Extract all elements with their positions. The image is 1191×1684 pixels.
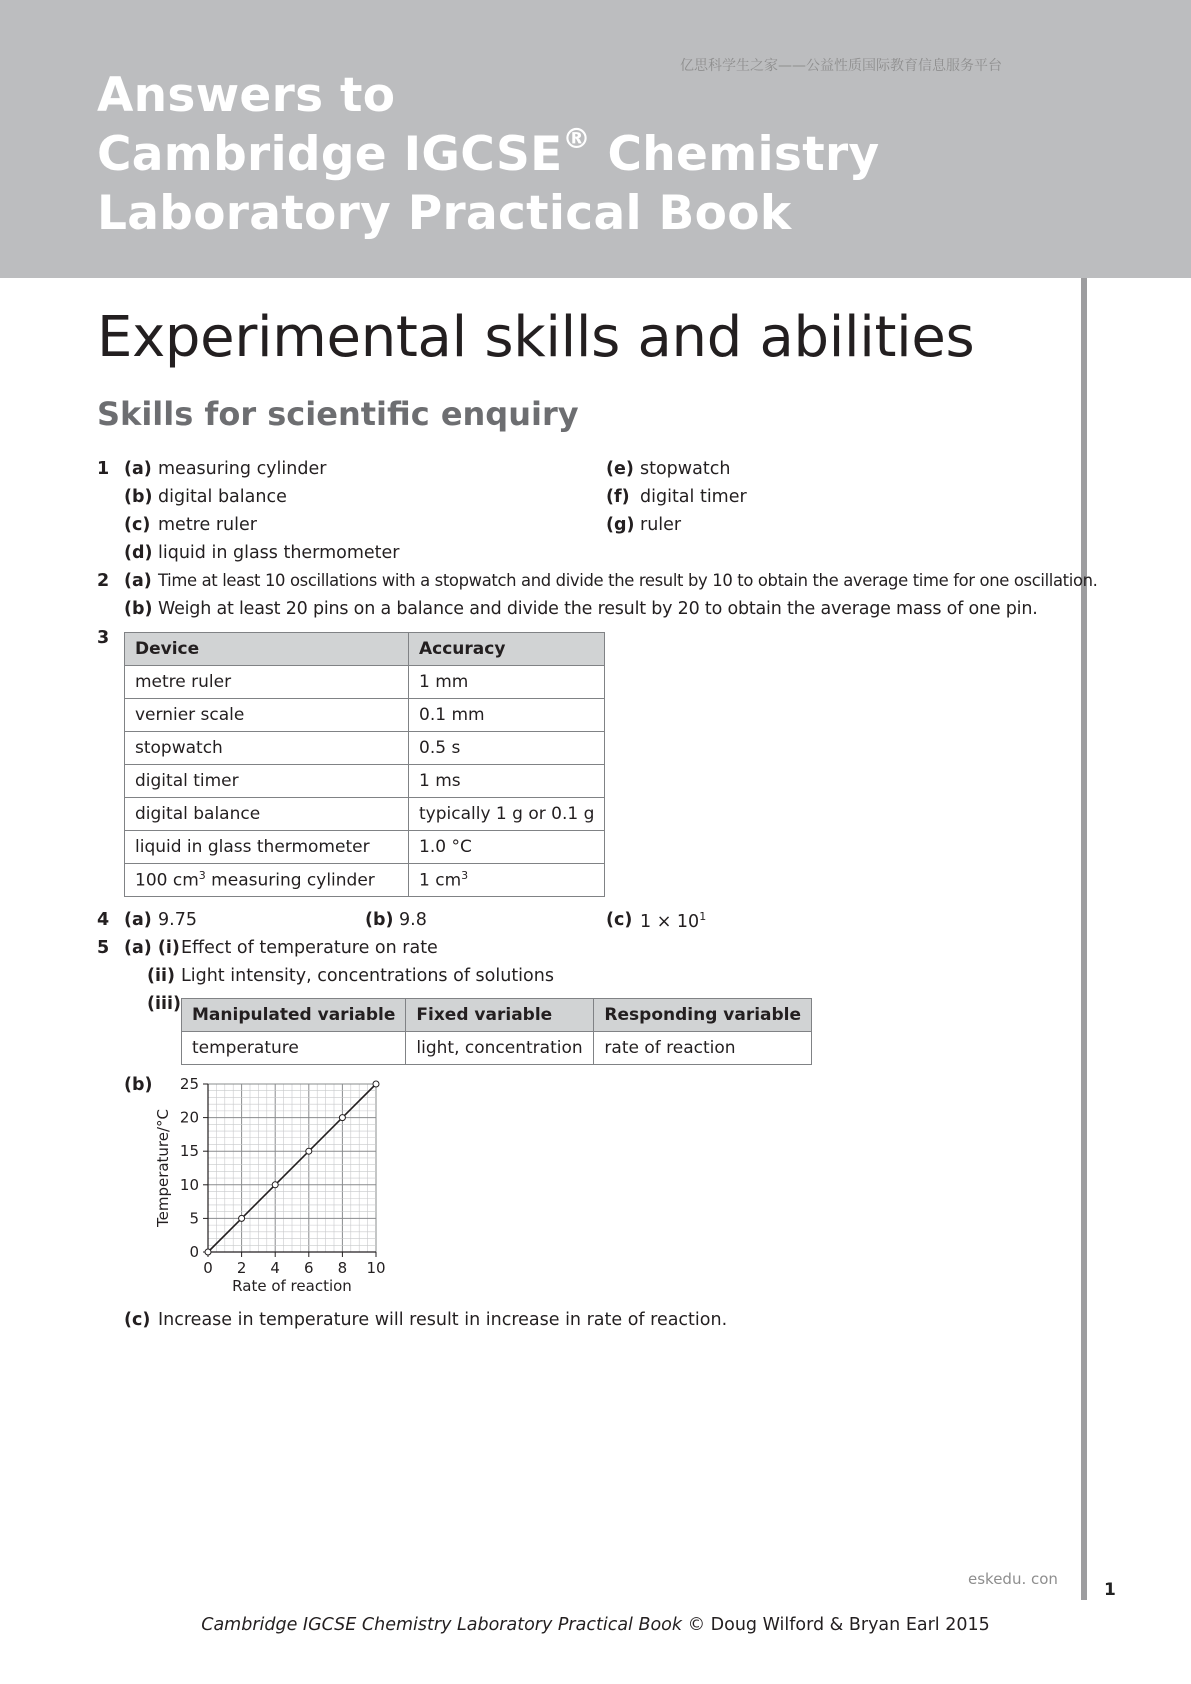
table-row [182, 1032, 812, 1065]
device-cell: liquid in glass thermometer [125, 831, 409, 864]
table-row [125, 732, 605, 765]
q1-f-label: (f) [606, 487, 630, 507]
y-tick-label: 5 [189, 1209, 199, 1228]
col-header-device: Device [125, 633, 409, 666]
q3-number: 3 [97, 628, 110, 648]
x-tick-label: 6 [304, 1259, 314, 1277]
table-row [125, 798, 605, 831]
y-tick-label: 10 [179, 1175, 199, 1194]
device-pre: 100 cm [135, 870, 199, 891]
col-header-manipulated: Manipulated variable [182, 999, 406, 1032]
data-point [239, 1215, 245, 1221]
accuracy-cell: 1 mm [409, 666, 605, 699]
q1-e-text: stopwatch [640, 459, 731, 479]
accuracy-cell: 1 ms [409, 765, 605, 798]
title-line-2-a: Cambridge IGCSE [97, 127, 563, 182]
q1-g-text: ruler [640, 515, 682, 535]
device-cell: stopwatch [125, 732, 409, 765]
q4-c-base: 1 × 10 [640, 911, 700, 932]
table-row [125, 699, 605, 732]
title-line-1: Answers to [97, 68, 396, 123]
device-cell [125, 864, 409, 897]
margin-rule [1081, 278, 1087, 1600]
table-row [125, 831, 605, 864]
page-number: 1 [1104, 1580, 1116, 1600]
device-cell: vernier scale [125, 699, 409, 732]
accuracy-sup: 3 [461, 869, 469, 883]
data-point [272, 1182, 278, 1188]
q2-number: 2 [97, 571, 110, 591]
accuracy-cell: 0.1 mm [409, 699, 605, 732]
q5-c-label: (c) [124, 1310, 151, 1330]
device-cell: digital timer [125, 765, 409, 798]
q1-a-label: (a) [124, 459, 152, 479]
q1-b-text: digital balance [158, 487, 287, 507]
q5-ai-text: Effect of temperature on rate [181, 938, 438, 958]
table-row [125, 666, 605, 699]
col-header-accuracy: Accuracy [409, 633, 605, 666]
q4-b-label: (b) [365, 910, 394, 930]
q1-c-label: (c) [124, 515, 151, 535]
temperature-rate-chart [150, 1070, 410, 1310]
q1-number: 1 [97, 459, 110, 479]
footer-authors: © Doug Wilford & Bryan Earl 2015 [682, 1615, 990, 1635]
title-line-3: Laboratory Practical Book [97, 186, 792, 241]
header-band [0, 0, 1191, 278]
q1-c-text: metre ruler [158, 515, 257, 535]
data-point [205, 1249, 211, 1255]
q2-b-text: Weigh at least 20 pins on a balance and divide the result by 20 to obtain the average mass of one pin. [158, 599, 1038, 619]
responding-cell: rate of reaction [594, 1032, 812, 1065]
table-header-row [125, 633, 605, 666]
device-cell: metre ruler [125, 666, 409, 699]
q4-c-text [640, 910, 706, 932]
book-title [97, 66, 997, 243]
accuracy-cell [409, 864, 605, 897]
q2-a-label: (a) [124, 571, 152, 591]
q5-aii-text: Light intensity, concentrations of solutions [181, 966, 554, 986]
watermark-text: 亿思科学生之家——公益性质国际教育信息服务平台 [680, 58, 1002, 74]
y-tick-label: 0 [189, 1243, 199, 1261]
table-row [125, 765, 605, 798]
table-row [125, 864, 605, 897]
accuracy-cell: typically 1 g or 0.1 g [409, 798, 605, 831]
q5-b-label: (b) [124, 1075, 153, 1095]
x-tick-label: 8 [337, 1259, 348, 1277]
subsection-title: Skills for scientific enquiry [97, 395, 579, 433]
q4-c-exponent: 1 [699, 910, 707, 923]
data-point [339, 1115, 345, 1121]
q5-c-text: Increase in temperature will result in increase in rate of reaction. [158, 1310, 728, 1330]
footer-credit [0, 1615, 1191, 1635]
q1-d-label: (d) [124, 543, 153, 563]
q4-number: 4 [97, 910, 110, 930]
device-sup: 3 [198, 869, 206, 883]
x-tick-label: 2 [236, 1259, 247, 1277]
col-header-responding: Responding variable [594, 999, 812, 1032]
q2-b-label: (b) [124, 599, 153, 619]
data-point [373, 1081, 379, 1087]
accuracy-cell: 0.5 s [409, 732, 605, 765]
footer-book-title: Cambridge IGCSE Chemistry Laboratory Practical Book [201, 1615, 683, 1635]
q5-number: 5 [97, 938, 110, 958]
manipulated-cell: temperature [182, 1032, 406, 1065]
q4-a-text: 9.75 [158, 910, 197, 930]
q1-e-label: (e) [606, 459, 634, 479]
variables-table [181, 998, 812, 1065]
accuracy-cell: 1.0 °C [409, 831, 605, 864]
q2-a-text: Time at least 10 oscillations with a stopwatch and divide the result by 10 to obtain the average time for one oscillation. [158, 571, 1098, 590]
col-header-fixed: Fixed variable [406, 999, 594, 1032]
accuracy-pre: 1 cm [419, 870, 462, 891]
accuracy-table [124, 632, 605, 897]
x-axis-label: Rate of reaction [232, 1277, 352, 1295]
q5-aiii-label: (iii) [147, 994, 181, 1014]
device-post: measuring cylinder [205, 870, 375, 891]
y-tick-label: 15 [179, 1142, 199, 1161]
q5-ai-label: (a) (i) [124, 938, 180, 958]
x-tick-label: 4 [270, 1259, 280, 1277]
registered-mark: ® [562, 122, 591, 155]
data-point [306, 1148, 312, 1154]
q1-f-text: digital timer [640, 487, 747, 507]
q1-d-text: liquid in glass thermometer [158, 543, 400, 563]
q1-b-label: (b) [124, 487, 153, 507]
table-header-row [182, 999, 812, 1032]
title-line-2 [97, 122, 997, 184]
q5-aii-label: (ii) [147, 966, 175, 986]
y-tick-label: 25 [179, 1075, 199, 1093]
y-axis-label: Temperature/°C [154, 1108, 172, 1228]
x-tick-label: 0 [203, 1259, 213, 1277]
q4-a-label: (a) [124, 910, 152, 930]
fixed-cell: light, concentration [406, 1032, 594, 1065]
section-title: Experimental skills and abilities [97, 305, 975, 370]
y-tick-label: 20 [179, 1108, 199, 1127]
q1-g-label: (g) [606, 515, 635, 535]
title-line-2-b: Chemistry [590, 127, 880, 182]
device-cell: digital balance [125, 798, 409, 831]
q4-b-text: 9.8 [399, 910, 427, 930]
q4-c-label: (c) [606, 910, 633, 930]
q1-a-text: measuring cylinder [158, 459, 327, 479]
site-watermark: eskedu. con [968, 1570, 1058, 1588]
x-tick-label: 10 [366, 1259, 386, 1277]
